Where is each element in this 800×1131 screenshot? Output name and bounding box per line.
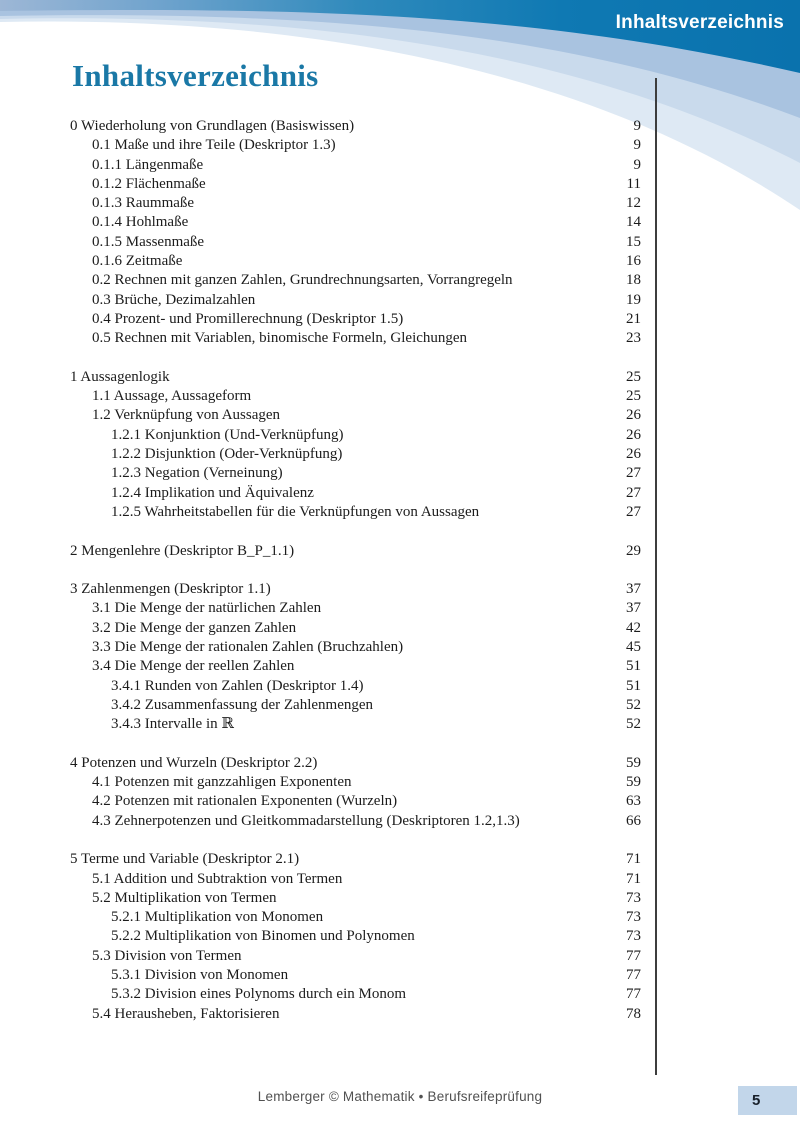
- toc-entry-page: 78: [626, 1005, 641, 1022]
- toc-entry-label: 5.3 Division von Termen: [92, 947, 242, 964]
- toc-entry: [70, 715, 641, 734]
- footer-text: Lemberger © Mathematik • Berufsreifeprüfung: [257, 1089, 543, 1104]
- toc-entry-page: 63: [626, 793, 641, 810]
- toc-entry-label: 1.2.5 Wahrheitstabellen für die Verknüpfungen von Aussagen: [111, 503, 480, 520]
- toc-entry: [70, 870, 641, 889]
- toc-entry: [70, 812, 641, 831]
- toc-entry-page: 37: [626, 600, 641, 617]
- toc-entry: [70, 445, 641, 464]
- toc-entry: [70, 754, 641, 773]
- toc-entry-label: 5.2.1 Multiplikation von Monomen: [111, 909, 324, 926]
- toc-entry: [70, 271, 641, 290]
- toc-entry: [70, 426, 641, 445]
- header-section-label: Inhaltsverzeichnis: [615, 12, 784, 33]
- toc-entry: [70, 657, 641, 676]
- toc-entry-page: 51: [626, 677, 641, 694]
- toc-entry-page: 19: [626, 291, 641, 308]
- toc-entry: [70, 696, 641, 715]
- table-of-contents: [70, 117, 641, 1024]
- toc-entry: [70, 329, 641, 348]
- toc-entry-page: 27: [626, 503, 641, 520]
- toc-entry-page: 25: [626, 368, 641, 385]
- toc-entry-page: 77: [626, 967, 641, 984]
- page-number-box: [738, 1086, 797, 1115]
- toc-entry: [70, 850, 641, 869]
- toc-section: [70, 850, 641, 1024]
- toc-entry: [70, 677, 641, 696]
- toc-entry: [70, 156, 641, 175]
- toc-entry-page: 26: [626, 407, 641, 424]
- toc-entry: [70, 889, 641, 908]
- toc-entry-label: 1.2.4 Implikation und Äquivalenz: [111, 484, 314, 501]
- toc-section: [70, 542, 641, 561]
- toc-entry-page: 73: [626, 889, 641, 906]
- toc-entry-label: 3.4.1 Runden von Zahlen (Deskriptor 1.4): [111, 677, 364, 694]
- toc-entry-page: 14: [626, 214, 641, 231]
- toc-entry-label: 0.1.5 Massenmaße: [92, 233, 205, 250]
- toc-entry-label: 3.4 Die Menge der reellen Zahlen: [92, 658, 295, 675]
- toc-entry-label: 3.4.2 Zusammenfassung der Zahlenmengen: [111, 696, 374, 713]
- page-number: 5: [752, 1092, 761, 1109]
- toc-entry-label: 1.2.3 Negation (Verneinung): [111, 465, 283, 482]
- toc-entry-label: 5.2.2 Multiplikation von Binomen und Polynomen: [111, 928, 415, 945]
- toc-entry: [70, 1005, 641, 1024]
- toc-entry-label: 0.5 Rechnen mit Variablen, binomische Formeln, Gleichungen: [92, 330, 468, 347]
- toc-entry-page: 23: [626, 330, 641, 347]
- toc-section: [70, 580, 641, 734]
- page-title: Inhaltsverzeichnis: [72, 58, 319, 93]
- toc-entry-page: 11: [626, 175, 641, 192]
- toc-entry-label: 0.1.4 Hohlmaße: [92, 214, 189, 231]
- toc-entry: [70, 927, 641, 946]
- toc-entry: [70, 175, 641, 194]
- toc-entry-page: 45: [626, 639, 641, 656]
- toc-entry: [70, 773, 641, 792]
- toc-entry: [70, 985, 641, 1004]
- toc-entry: [70, 908, 641, 927]
- toc-entry-label: 4.1 Potenzen mit ganzzahligen Exponenten: [92, 774, 352, 791]
- toc-entry-page: 77: [626, 986, 641, 1003]
- toc-entry-page: 21: [626, 310, 641, 327]
- toc-entry-label: 0.1 Maße und ihre Teile (Deskriptor 1.3): [92, 137, 336, 154]
- toc-entry: [70, 252, 641, 271]
- toc-entry-label: 0.4 Prozent- und Promillerechnung (Deskriptor 1.5): [92, 310, 404, 327]
- toc-entry-page: 73: [626, 928, 641, 945]
- toc-entry: [70, 503, 641, 522]
- toc-entry: [70, 194, 641, 213]
- toc-entry-page: 25: [626, 388, 641, 405]
- toc-entry-label: 5 Terme und Variable (Deskriptor 2.1): [70, 851, 300, 868]
- toc-entry-page: 42: [626, 619, 641, 636]
- toc-entry: [70, 619, 641, 638]
- toc-entry-label: 4.2 Potenzen mit rationalen Exponenten (Wurzeln): [92, 793, 398, 810]
- toc-entry: [70, 213, 641, 232]
- toc-entry-page: 59: [626, 754, 641, 771]
- toc-entry-page: 71: [626, 870, 641, 887]
- toc-entry-page: 52: [626, 716, 641, 733]
- toc-entry-page: 9: [633, 118, 641, 134]
- toc-entry-page: 27: [626, 484, 641, 501]
- toc-entry: [70, 599, 641, 618]
- toc-entry-page: 15: [626, 233, 641, 250]
- toc-entry-label: 2 Mengenlehre (Deskriptor B_P_1.1): [70, 542, 295, 559]
- toc-entry-label: 5.1 Addition und Subtraktion von Termen: [92, 870, 343, 887]
- toc-entry-page: 9: [633, 137, 641, 154]
- toc-entry-label: 4 Potenzen und Wurzeln (Deskriptor 2.2): [70, 754, 318, 771]
- toc-entry: [70, 117, 641, 136]
- toc-entry-label: 0.1.2 Flächenmaße: [92, 175, 206, 192]
- toc-entry-page: 29: [626, 542, 641, 559]
- toc-entry: [70, 310, 641, 329]
- toc-entry-label: 1 Aussagenlogik: [70, 368, 170, 385]
- toc-entry-page: 66: [626, 812, 641, 829]
- toc-entry: [70, 291, 641, 310]
- toc-entry-label: 0.3 Brüche, Dezimalzahlen: [92, 291, 256, 308]
- toc-entry: [70, 580, 641, 599]
- toc-entry-label: 0.1.3 Raummaße: [92, 195, 195, 212]
- toc-entry-label: 4.3 Zehnerpotenzen und Gleitkommadarstellung (Deskriptoren 1.2,1.3): [92, 812, 520, 829]
- toc-entry: [70, 368, 641, 387]
- toc-entry-label: 0.1.6 Zeitmaße: [92, 253, 183, 270]
- toc-entry: [70, 136, 641, 155]
- toc-section: [70, 368, 641, 522]
- toc-entry-label: 5.3.1 Division von Monomen: [111, 967, 289, 984]
- toc-entry: [70, 484, 641, 503]
- toc-entry-page: 59: [626, 774, 641, 791]
- toc-entry: [70, 387, 641, 406]
- toc-entry-label: 1.2 Verknüpfung von Aussagen: [92, 407, 281, 424]
- toc-entry-label: 3.4.3 Intervalle in ℝ: [111, 716, 234, 733]
- toc-entry: [70, 966, 641, 985]
- toc-entry-label: 3.2 Die Menge der ganzen Zahlen: [92, 619, 297, 636]
- toc-entry-page: 27: [626, 465, 641, 482]
- toc-entry: [70, 542, 641, 561]
- toc-entry-label: 5.3.2 Division eines Polynoms durch ein Monom: [111, 986, 406, 1003]
- toc-entry-page: 77: [626, 947, 641, 964]
- toc-entry-label: 0.1.1 Längenmaße: [92, 156, 204, 173]
- toc-entry-page: 37: [626, 581, 641, 598]
- toc-entry-page: 12: [626, 195, 641, 212]
- toc-entry-page: 18: [626, 272, 641, 289]
- toc-entry-label: 3.3 Die Menge der rationalen Zahlen (Bruchzahlen): [92, 639, 404, 656]
- toc-entry-label: 5.4 Herausheben, Faktorisieren: [92, 1005, 280, 1022]
- toc-entry-page: 71: [626, 851, 641, 868]
- toc-entry-label: 3 Zahlenmengen (Deskriptor 1.1): [70, 581, 271, 598]
- toc-entry-label: 0.2 Rechnen mit ganzen Zahlen, Grundrechnungsarten, Vorrangregeln: [92, 272, 513, 289]
- toc-entry-label: 0 Wiederholung von Grundlagen (Basiswissen): [70, 118, 355, 134]
- toc-entry-label: 1.2.2 Disjunktion (Oder-Verknüpfung): [111, 446, 343, 463]
- toc-entry: [70, 233, 641, 252]
- toc-entry-label: 3.1 Die Menge der natürlichen Zahlen: [92, 600, 322, 617]
- toc-entry-page: 26: [626, 446, 641, 463]
- toc-entry-page: 51: [626, 658, 641, 675]
- toc-entry-label: 5.2 Multiplikation von Termen: [92, 889, 277, 906]
- vertical-rule: [655, 78, 657, 1075]
- toc-entry: [70, 464, 641, 483]
- toc-entry-page: 52: [626, 696, 641, 713]
- toc-entry-label: 1.2.1 Konjunktion (Und-Verknüpfung): [111, 426, 344, 443]
- toc-entry: [70, 406, 641, 425]
- toc-entry: [70, 638, 641, 657]
- toc-entry: [70, 792, 641, 811]
- toc-section: [70, 754, 641, 831]
- toc-entry-page: 73: [626, 909, 641, 926]
- toc-entry-page: 16: [626, 253, 641, 270]
- toc-entry: [70, 947, 641, 966]
- toc-entry-page: 26: [626, 426, 641, 443]
- toc-section: [70, 117, 641, 349]
- toc-entry-label: 1.1 Aussage, Aussageform: [92, 388, 252, 405]
- toc-entry-page: 9: [633, 156, 641, 173]
